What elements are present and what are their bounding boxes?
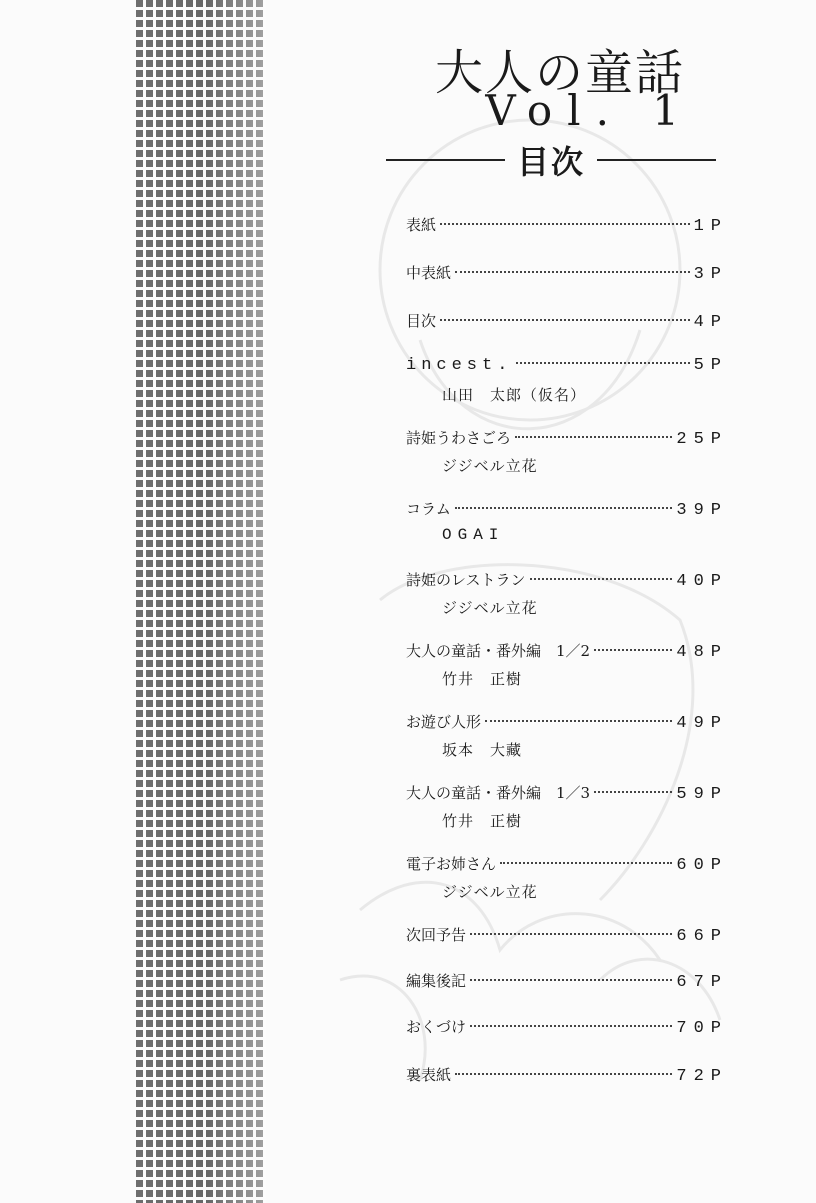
leader-dots: [470, 1025, 672, 1027]
toc-entry: [406, 569, 728, 618]
entry-title: 詩姫うわさごろ: [406, 429, 512, 447]
entry-page: 59P: [676, 785, 728, 804]
toc-entry: [406, 970, 728, 992]
leader-dots: [500, 862, 672, 864]
toc-entry: [406, 498, 728, 544]
toc-entry: [406, 262, 728, 284]
entry-page: 25P: [676, 430, 728, 449]
entry-author: ジジベル立花: [442, 883, 538, 901]
entry-author: 坂本 大藏: [442, 741, 523, 759]
entry-title: 目次: [406, 312, 437, 330]
entry-page: 48P: [676, 643, 728, 662]
entry-author: 山田 太郎（仮名）: [442, 386, 587, 404]
entry-title: incest.: [406, 356, 513, 375]
toc-entry: [406, 427, 728, 476]
toc-entry: [406, 310, 728, 332]
leader-dots: [516, 362, 689, 364]
leader-dots: [530, 578, 673, 580]
toc-entry: [406, 214, 728, 236]
entry-page: 5P: [693, 356, 728, 375]
volume-label: Vol. 1: [485, 86, 694, 135]
entry-title: 大人の童話・番外編 1／3: [406, 784, 591, 802]
entry-title: 大人の童話・番外編 1／2: [406, 642, 591, 660]
leader-dots: [455, 1073, 672, 1075]
entry-page: 66P: [676, 927, 728, 946]
checkered-border-pattern: [133, 0, 266, 1203]
entry-title: 編集後記: [406, 972, 467, 990]
entry-title: おくづけ: [406, 1018, 467, 1036]
toc-heading: [386, 136, 716, 184]
leader-dots: [485, 720, 672, 722]
toc-heading-text: 目次: [517, 143, 586, 181]
leader-dots: [455, 271, 690, 273]
leader-dots: [440, 319, 690, 321]
heading-rule-right: [597, 159, 716, 161]
entry-page: 67P: [676, 973, 728, 992]
heading-rule-left: [386, 159, 505, 161]
entry-page: 72P: [676, 1067, 728, 1086]
entry-page: 1P: [693, 217, 728, 236]
entry-title: 詩姫のレストラン: [406, 571, 526, 589]
leader-dots: [594, 649, 672, 651]
entry-page: 3P: [693, 265, 728, 284]
entry-page: 4P: [693, 313, 728, 332]
entry-author: 竹井 正樹: [442, 812, 523, 830]
entry-author: 竹井 正樹: [442, 670, 523, 688]
entry-page: 60P: [676, 856, 728, 875]
leader-dots: [455, 507, 673, 509]
leader-dots: [470, 979, 672, 981]
toc-entry: [406, 1016, 728, 1038]
entry-title: お遊び人形: [406, 713, 482, 731]
entry-title: 次回予告: [406, 926, 467, 944]
entry-page: 40P: [676, 572, 728, 591]
entry-title: 表紙: [406, 216, 437, 234]
entry-title: 電子お姉さん: [406, 855, 497, 873]
entry-page: 39P: [676, 501, 728, 520]
entry-page: 49P: [676, 714, 728, 733]
leader-dots: [515, 436, 672, 438]
toc-entry: [406, 640, 728, 689]
entry-title: 中表紙: [406, 264, 452, 282]
toc-entry: [406, 853, 728, 902]
entry-author: OGAI: [442, 526, 505, 544]
entry-author: ジジベル立花: [442, 599, 538, 617]
entry-title: コラム: [406, 500, 451, 518]
entry-title: 裏表紙: [406, 1066, 452, 1084]
toc-entry: [406, 924, 728, 946]
toc-entry: [406, 1064, 728, 1086]
toc-entry: [406, 711, 728, 760]
toc-entry: [406, 356, 728, 405]
entry-author: ジジベル立花: [442, 457, 538, 475]
entry-page: 70P: [676, 1019, 728, 1038]
leader-dots: [470, 933, 672, 935]
leader-dots: [594, 791, 672, 793]
book-title: 大人の童話: [434, 45, 685, 101]
leader-dots: [440, 223, 690, 225]
toc-entry: [406, 782, 728, 831]
